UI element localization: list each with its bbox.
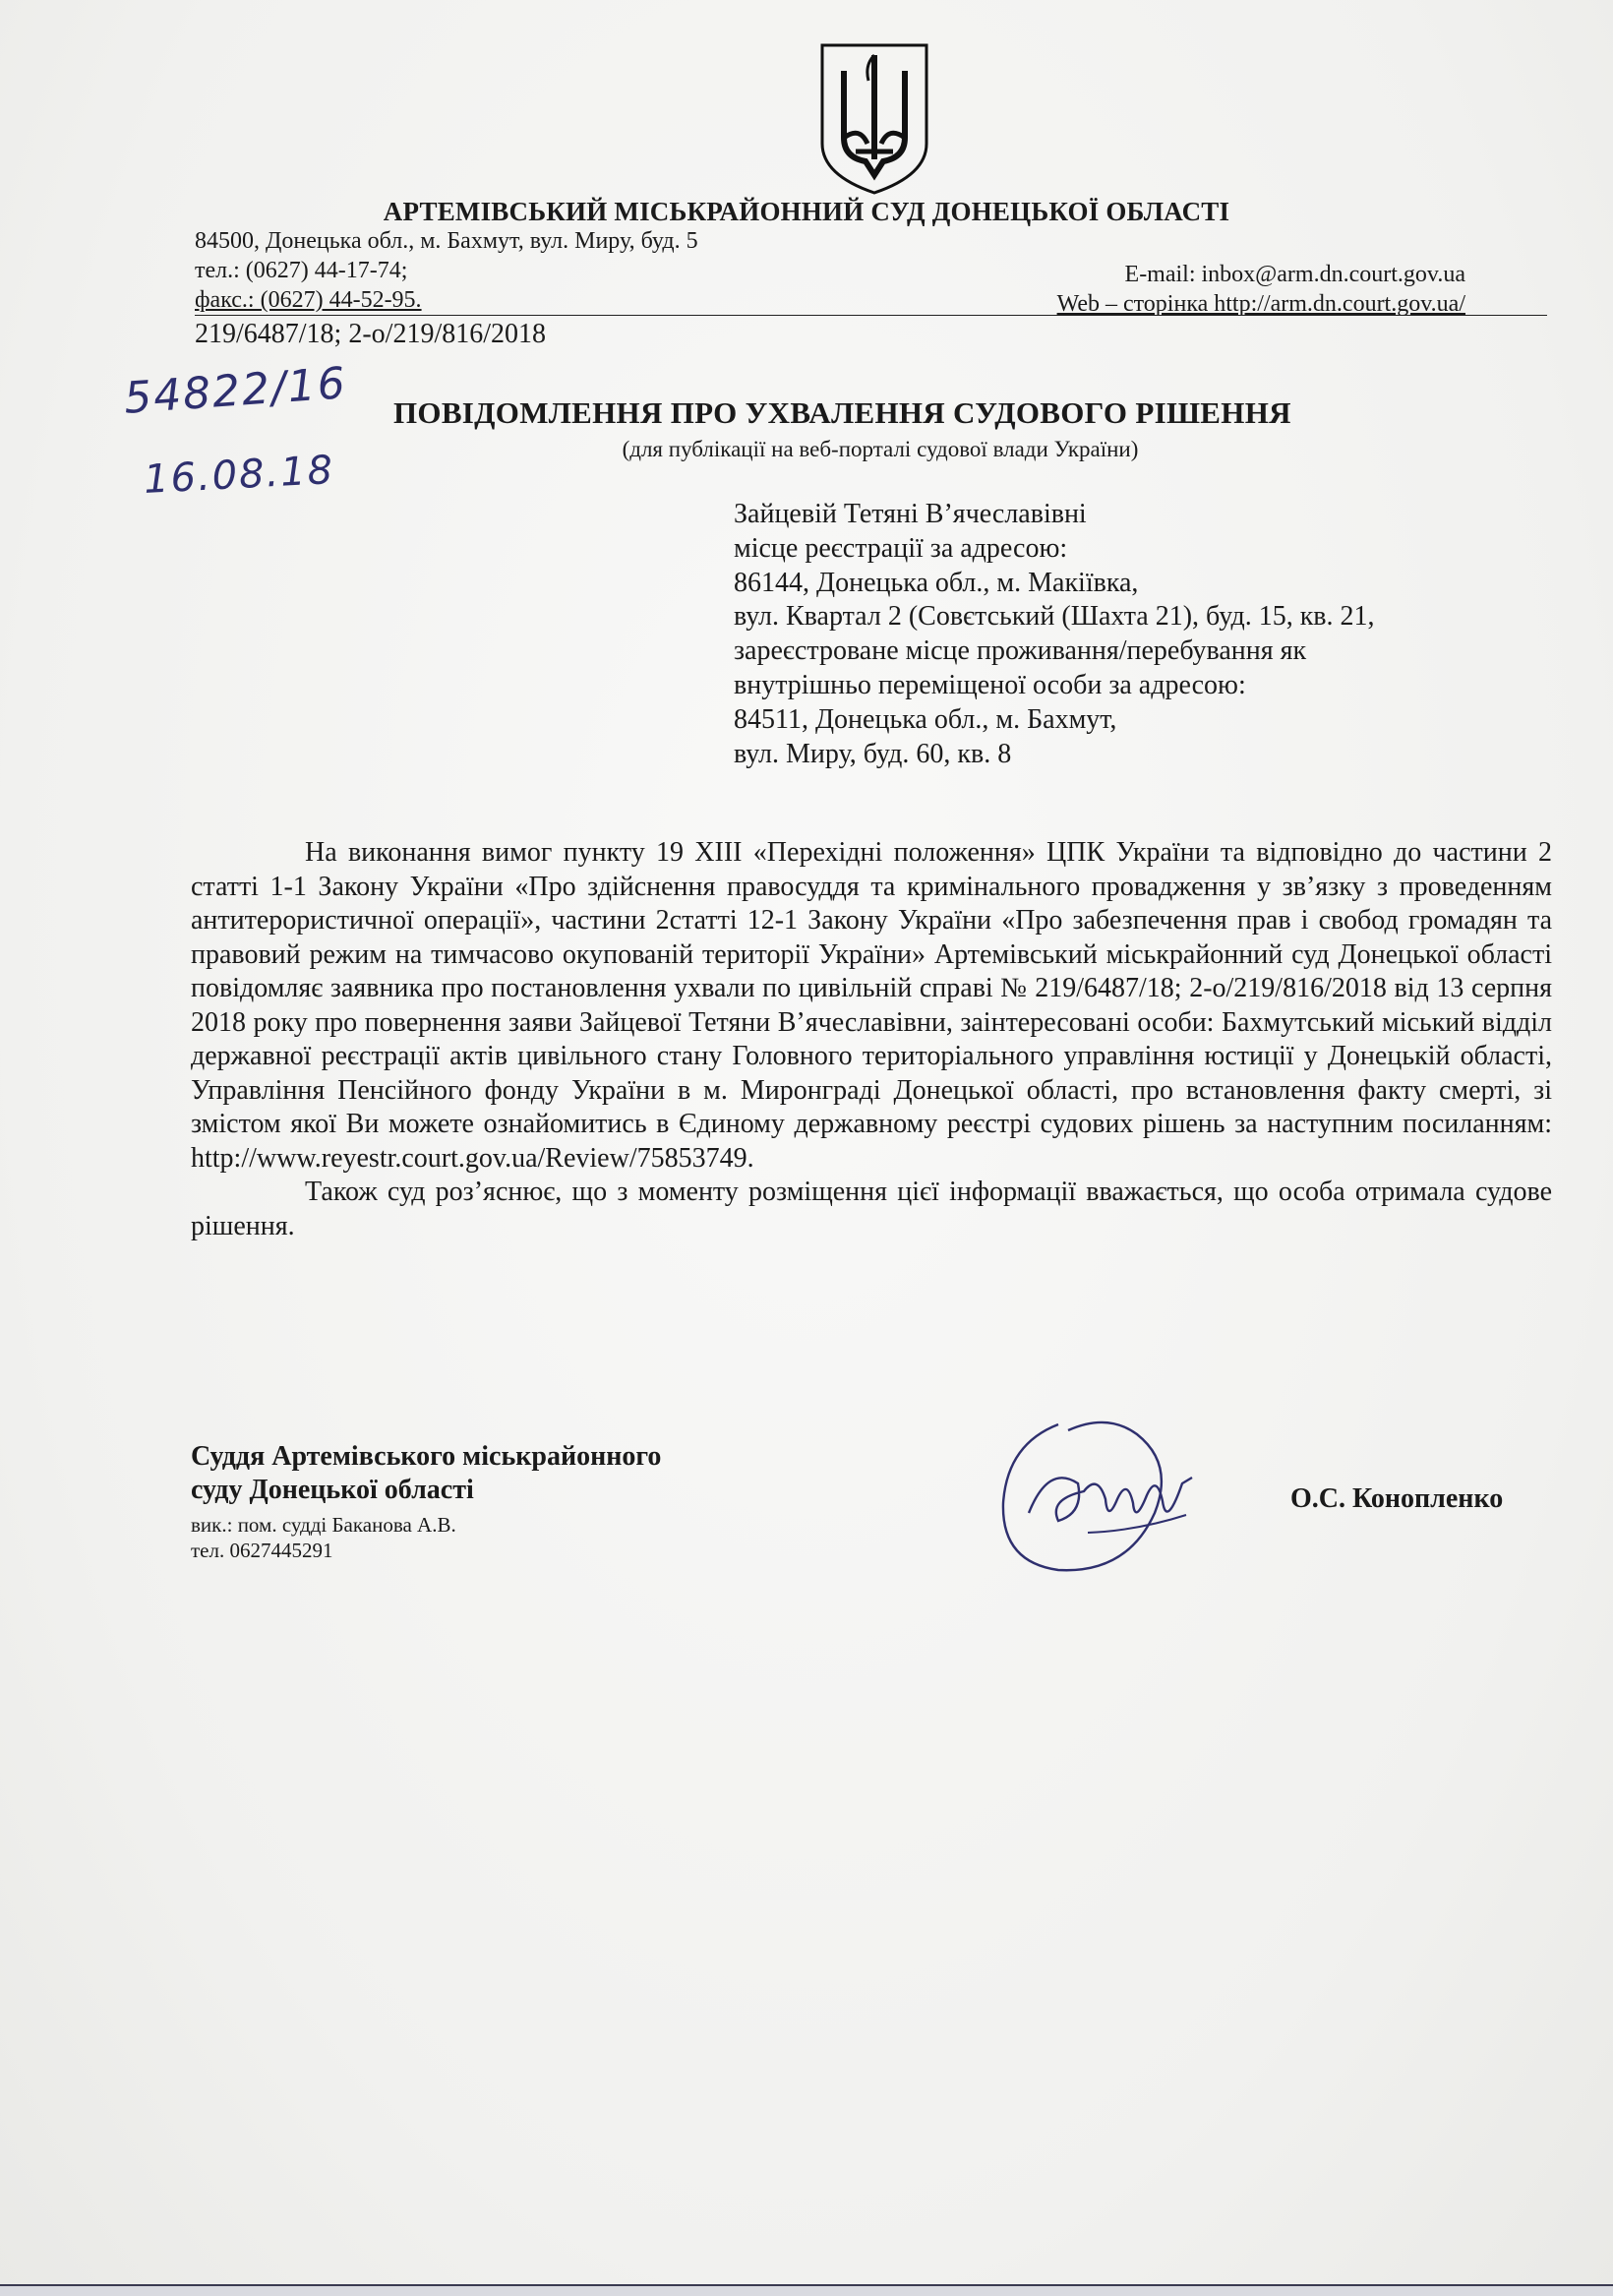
header-divider [195,315,1547,316]
court-address: 84500, Донецька обл., м. Бахмут, вул. Миру, буд. 5 [195,228,698,254]
assistant-info [191,1512,456,1563]
handwritten-signature [989,1405,1206,1582]
court-email: E-mail: inbox@arm.dn.court.gov.ua [1124,262,1465,287]
scan-bottom-edge [0,2284,1613,2296]
handwritten-registration-number: 54822/16 [122,358,349,424]
handwritten-date: 16.08.18 [142,447,336,504]
addressee-line: внутрішньо переміщеної особи за адресою: [734,669,1246,700]
body-paragraph-explanation: Також суд роз’яснює, що з моменту розміщення цієї інформації вважається, що особа отримала судове рішення. [191,1177,1552,1241]
judge-name: О.С. Конопленко [1290,1483,1504,1514]
addressee-line: місце реєстрації за адресою: [734,532,1068,564]
addressee-line: 86144, Донецька обл., м. Макіївка, [734,567,1139,598]
assistant-phone: тел. 0627445291 [191,1539,333,1562]
court-contacts-left [195,226,698,315]
document-title: ПОВІДОМЛЕННЯ ПРО УХВАЛЕННЯ СУДОВОГО РІШЕННЯ [393,395,1291,430]
court-contacts-right [1057,260,1465,319]
body-paragraph-main: На виконання вимог пункту 19 XIII «Перехідні положення» ЦПК України та відповідно до частини 2 статті 1-1 Закону України «Про здійснення правосуддя та кримінального провадження у зв’язку з проведенням антитерористичної операції», частини 2статті 12-1 Закону України «Про забезпечення прав і свобод громадян та правовий режим на тимчасово окупованій території України» Артемівський міськрайонний суд Донецької області повідомляє заявника про постановлення ухвали по цивільній справі № 219/6487/18; 2-о/219/816/2018 від 13 серпня 2018 року про повернення заяви Зайцевої Тетяни В’ячеславівни, заінтересовані особи: Бахмутський міський відділ державної реєстрації актів цивільного стану Головного територіального управління юстиції у Донецькій області, Управління Пенсійного фонду України в м. Миронграді Донецької області, про встановлення факту смерті, зі змістом якої Ви можете ознайомитись в Єдиному державному реєстрі судових рішень за наступним посиланням: http://www.reyestr.court.gov.ua/Review/75853749. [191,837,1552,1174]
addressee-line: Зайцевій Тетяні В’ячеславівні [734,499,1087,529]
addressee-line: 84511, Донецька обл., м. Бахмут, [734,703,1117,735]
assistant-name: вик.: пом. судді Баканова А.В. [191,1513,456,1537]
judge-title-line: Суддя Артемівського міськрайонного [191,1441,662,1472]
judge-title-line: суду Донецької області [191,1475,474,1505]
addressee-block [734,498,1375,771]
court-name: АРТЕМІВСЬКИЙ МІСЬКРАЙОННИЙ СУД ДОНЕЦЬКОЇ ОБЛАСТІ [383,197,1230,226]
judge-title [191,1440,661,1507]
case-reference: 219/6487/18; 2-о/219/816/2018 [195,319,546,349]
addressee-line: вул. Квартал 2 (Совєтський (Шахта 21), буд. 15, кв. 21, [734,601,1375,633]
coat-of-arms-icon [816,41,932,197]
court-website: Web – сторінка http://arm.dn.court.gov.ua/ [1056,291,1465,317]
addressee-line: зареєстроване місце проживання/перебування як [734,635,1307,667]
notice-body [191,836,1552,1243]
addressee-line: вул. Миру, буд. 60, кв. 8 [734,738,1012,769]
document-subtitle: (для публікації на веб-порталі судової влади України) [622,437,1139,461]
court-phone: тел.: (0627) 44-17-74; [195,258,408,283]
court-fax: факс.: (0627) 44-52-95. [195,287,422,313]
